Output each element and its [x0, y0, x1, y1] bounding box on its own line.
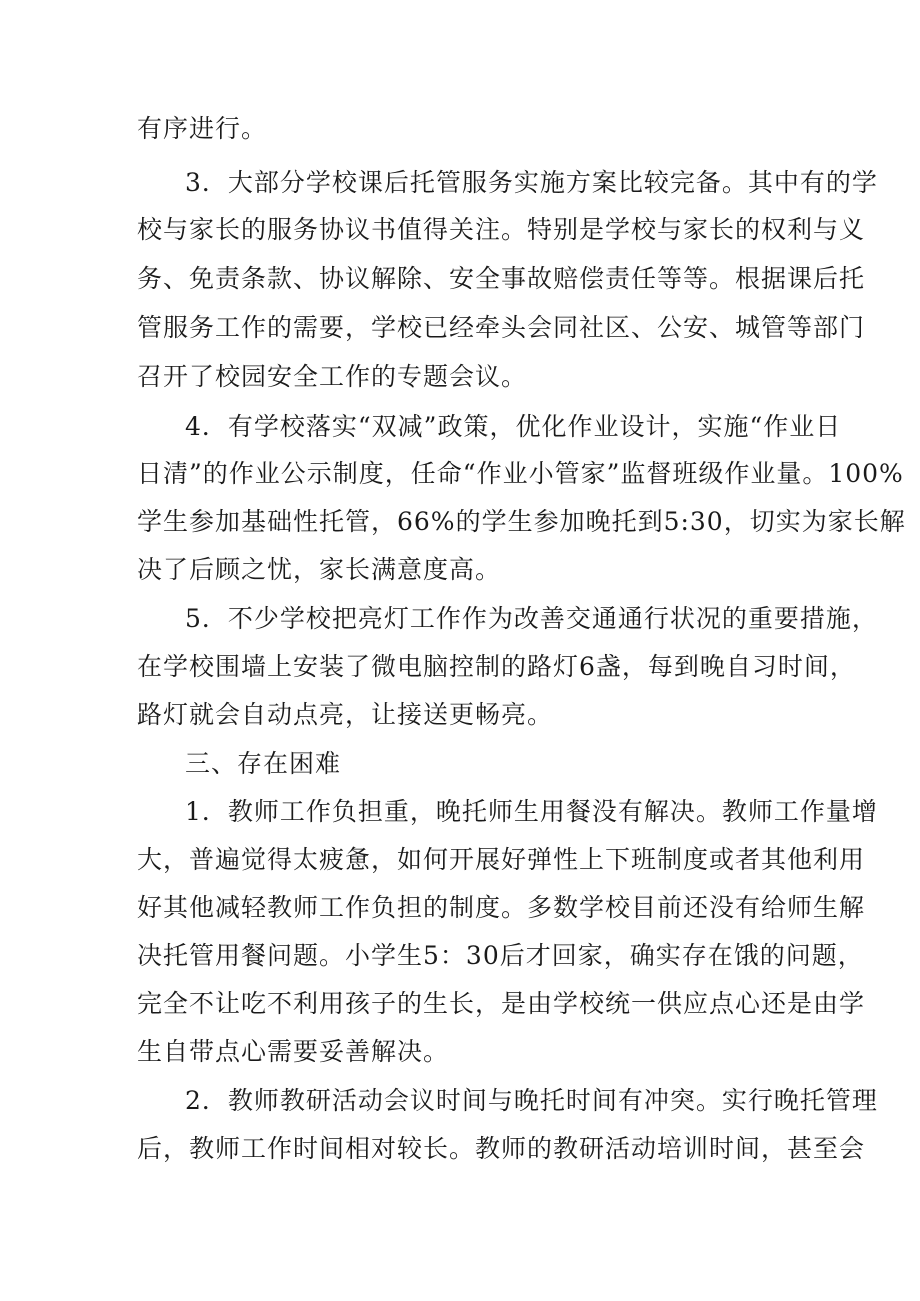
text-line: 务、免责条款、协议解除、安全事故赔偿责任等等。根据课后托 — [137, 264, 866, 293]
text-line: 召开了校园安全工作的专题会议。 — [137, 362, 528, 391]
section-heading: 三、存在困难 — [185, 749, 342, 778]
text-line: 决了后顾之忧，家长满意度高。 — [137, 555, 502, 584]
text-line: 完全不让吃不利用孩子的生长，是由学校统一供应点心还是由学 — [137, 989, 866, 1018]
paragraph-1-line: 1．教师工作负担重，晚托师生用餐没有解决。教师工作量增 — [185, 797, 878, 826]
paragraph-4-line: 4．有学校落实“双减”政策，优化作业设计，实施“作业日 — [185, 412, 842, 441]
text-line: 有序进行。 — [137, 114, 268, 143]
text-line: 管服务工作的需要，学校已经牵头会同社区、公安、城管等部门 — [137, 313, 866, 342]
paragraph-2-line: 2．教师教研活动会议时间与晚托时间有冲突。实行晚托管理 — [185, 1086, 878, 1115]
paragraph-3-line: 3．大部分学校课后托管服务实施方案比较完备。其中有的学 — [185, 168, 878, 197]
text-line: 好其他减轻教师工作负担的制度。多数学校目前还没有给师生解 — [137, 893, 866, 922]
text-line: 生自带点心需要妥善解决。 — [137, 1037, 450, 1066]
text-line: 日清”的作业公示制度，任命“作业小管家”监督班级作业量。100% — [137, 459, 904, 488]
paragraph-5-line: 5．不少学校把亮灯工作作为改善交通通行状况的重要措施， — [185, 604, 878, 633]
text-line: 大，普遍觉得太疲惫，如何开展好弹性上下班制度或者其他利用 — [137, 845, 866, 874]
text-line: 在学校围墙上安装了微电脑控制的路灯6盏，每到晚自习时间， — [137, 652, 856, 681]
text-line: 后，教师工作时间相对较长。教师的教研活动培训时间，甚至会 — [137, 1134, 866, 1163]
text-line: 决托管用餐问题。小学生5：30后才回家，确实存在饿的问题， — [137, 941, 864, 970]
text-line: 路灯就会自动点亮，让接送更畅亮。 — [137, 700, 554, 729]
text-line: 学生参加基础性托管，66%的学生参加晚托到5:30，切实为家长解 — [137, 507, 906, 536]
text-line: 校与家长的服务协议书值得关注。特别是学校与家长的权利与义 — [137, 215, 866, 244]
